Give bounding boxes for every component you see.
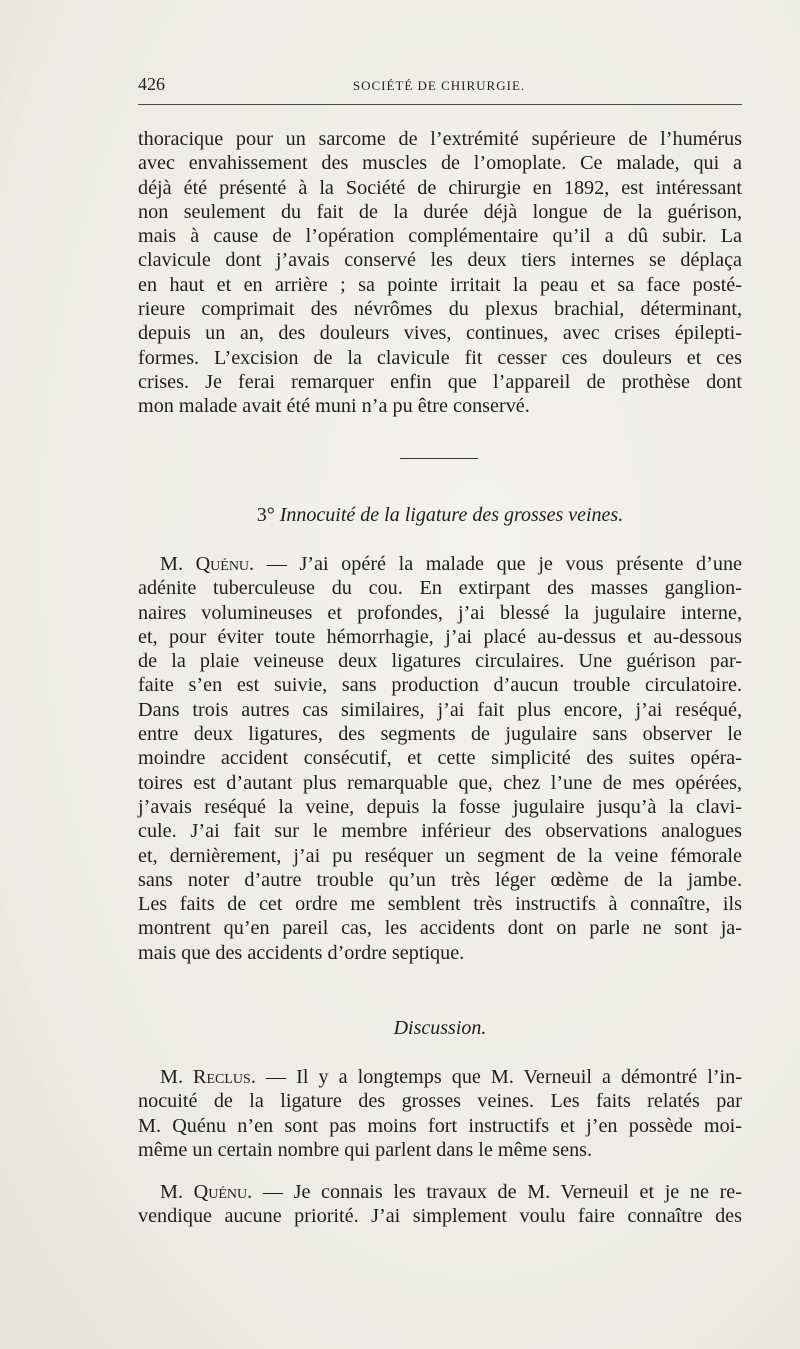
section-heading-innocuite	[138, 504, 742, 527]
text-line: mais à cause de l’opération complémentaire qu’il a dû subir. La	[138, 225, 742, 248]
text-line: Les faits de cet ordre me semblent très instructifs à connaître, ils	[138, 893, 742, 916]
running-head: SOCIÉTÉ DE CHIRURGIE.	[352, 78, 526, 93]
text-line: entre deux ligatures, des segments de jugulaire sans observer le	[138, 723, 742, 746]
text-line: Dans trois autres cas similaires, j’ai fait plus encore, j’ai reséqué,	[138, 698, 742, 721]
section-separator	[400, 458, 478, 459]
text-line: mon malade avait été muni n’a pu être conservé.	[138, 395, 530, 418]
text-line: formes. L’excision de la clavicule fit cesser ces douleurs et ces	[138, 346, 742, 369]
text-line: depuis un an, des douleurs vives, continues, avec crises épilepti-	[138, 322, 742, 345]
header-rule	[138, 104, 742, 105]
page-header	[138, 74, 740, 100]
text-line	[138, 1180, 742, 1204]
text-line: en haut et en arrière ; sa pointe irritait la peau et sa face posté-	[138, 273, 742, 296]
paragraph-reclus	[138, 1065, 742, 1162]
text-line: avec envahissement des muscles de l’omoplate. Ce malade, qui a	[138, 152, 742, 175]
text-line: et, dernièrement, j’ai pu reséquer un segment de la veine fémorale	[138, 844, 742, 867]
text-line	[138, 1065, 742, 1089]
text-line: montrent qu’en pareil cas, les accidents dont on parle ne sont ja-	[138, 917, 742, 940]
discussion-heading	[138, 1017, 742, 1040]
text-line	[138, 552, 742, 576]
text-line: adénite tuberculeuse du cou. En extirpant des masses ganglion-	[138, 577, 742, 600]
text-line: rieure comprimait des névrômes du plexus brachial, déterminant,	[138, 298, 742, 321]
text-line: cule. J’ai fait sur le membre inférieur des observations analogues	[138, 820, 742, 843]
text-segment: — J’ai opéré la malade que je vous présente d’une	[254, 553, 742, 575]
text-line: faite s’en est suivie, sans production d’aucun trouble circulatoire.	[138, 674, 742, 697]
text-line: même un certain nombre qui parlent dans le même sens.	[138, 1138, 593, 1161]
paragraph-quenu-ligature	[138, 552, 742, 965]
text-line: clavicule dont j’avais conservé les deux tiers internes se déplaça	[138, 249, 742, 272]
paragraph-thoracique	[138, 127, 742, 419]
text-line: vendique aucune priorité. J’ai simplement voulu faire connaître des	[138, 1205, 742, 1228]
text-line: non seulement du fait de la durée déjà longue de la guérison,	[138, 200, 742, 223]
paragraph-quenu-reply	[138, 1180, 742, 1229]
text-line: toires est d’autant plus remarquable que, chez l’une de mes opérées,	[138, 771, 742, 794]
text-line: nocuité de la ligature des grosses veines. Les faits relatés par	[138, 1090, 742, 1113]
text-line: déjà été présenté à la Société de chirurgie en 1892, est intéressant	[138, 176, 742, 199]
speaker-name: M. Reclus.	[160, 1066, 256, 1088]
text-segment: — Il y a longtemps que M. Verneuil a démontré l’in-	[255, 1066, 742, 1088]
text-line: thoracique pour un sarcome de l’extrémité supérieure de l’humérus	[138, 128, 742, 150]
text-line: crises. Je ferai remarquer enfin que l’appareil de prothèse dont	[138, 370, 742, 393]
speaker-name: M. Quénu.	[160, 1181, 253, 1203]
text-segment: — Je connais les travaux de M. Verneuil et je ne re-	[252, 1181, 742, 1203]
text-line: naires volumineuses et profondes, j’ai blessé la jugulaire interne,	[138, 601, 742, 624]
page-number: 426	[138, 74, 165, 94]
text-line: sans noter d’autre trouble qu’un très léger œdème de la jambe.	[138, 868, 742, 891]
section-title: Innocuité de la ligature des grosses veines.	[279, 504, 624, 526]
text-line: mais que des accidents d’ordre septique.	[138, 941, 465, 964]
section-number: 3°	[256, 504, 275, 526]
text-line: M. Quénu n’en sont pas moins fort instructifs et j’en possède moi-	[138, 1114, 742, 1137]
text-line: et, pour éviter toute hémorrhagie, j’ai placé au-dessus et au-dessous	[138, 625, 742, 648]
text-line: moindre accident consécutif, et cette simplicité des suites opéra-	[138, 747, 742, 770]
speaker-name: M. Quénu.	[160, 553, 255, 575]
text-line: de la plaie veineuse deux ligatures circulaires. Une guérison par-	[138, 650, 742, 673]
text-line: j’avais reséqué la veine, depuis la fosse jugulaire jusqu’à la clavi-	[138, 795, 742, 818]
discussion-title: Discussion.	[393, 1017, 487, 1039]
